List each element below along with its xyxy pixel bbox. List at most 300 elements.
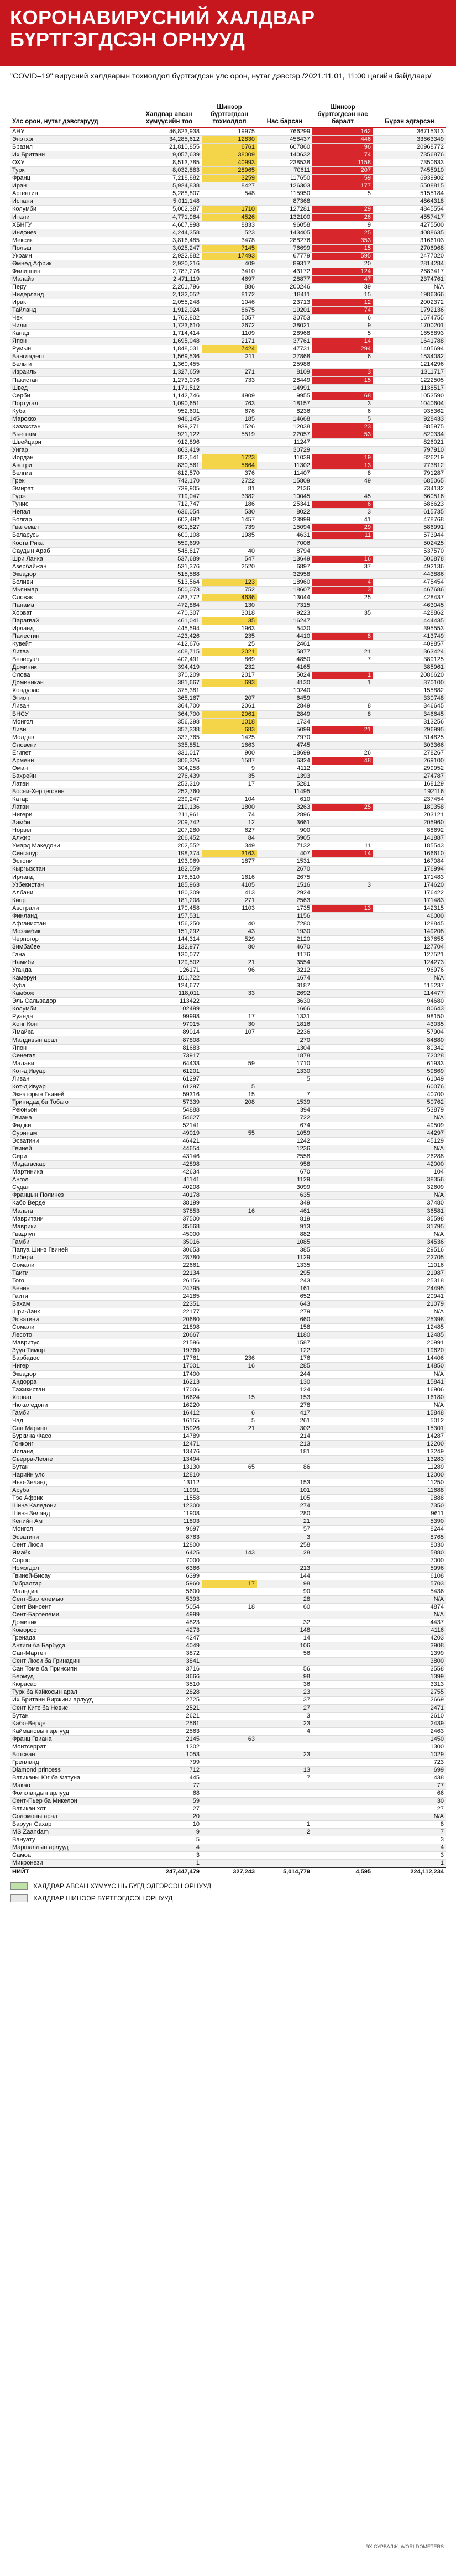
table-row — [10, 1727, 446, 1735]
table-row — [10, 338, 446, 345]
cell-recovered: 686623 — [373, 501, 446, 509]
cell-country: Япон — [10, 338, 137, 345]
cell-new-cases: 74 — [202, 811, 257, 819]
cell-cases: 21898 — [137, 1324, 202, 1332]
cell-new-cases — [202, 1541, 257, 1549]
cell-deaths — [257, 1658, 312, 1666]
cell-country: Иордан — [10, 454, 137, 462]
table-row — [10, 648, 446, 656]
cell-new-cases — [202, 1829, 257, 1836]
cell-new-deaths: 96 — [312, 144, 373, 151]
cell-recovered: 37480 — [373, 1200, 446, 1207]
cell-country: Ватикан хот — [10, 1805, 137, 1813]
cell-deaths: 1331 — [257, 1013, 312, 1021]
cell-new-deaths — [312, 1479, 373, 1487]
cell-new-cases — [202, 1347, 257, 1355]
cell-new-deaths — [312, 897, 373, 904]
cell-recovered: 14406 — [373, 1355, 446, 1363]
cell-new-deaths: 124 — [312, 268, 373, 275]
cell-new-deaths — [312, 1766, 373, 1774]
column-header-cases: Халдвар авсан хүмүүсийн тоо — [137, 90, 202, 128]
cell-new-deaths — [312, 1712, 373, 1720]
table-row — [10, 664, 446, 672]
cell-country: Израиль — [10, 369, 137, 376]
table-row — [10, 1689, 446, 1697]
cell-deaths: 89317 — [257, 260, 312, 268]
table-row — [10, 586, 446, 594]
cell-deaths: 2 — [257, 1829, 312, 1836]
cell-cases: 6366 — [137, 1564, 202, 1572]
cell-new-cases — [202, 1697, 257, 1704]
cell-new-deaths — [312, 889, 373, 897]
table-row — [10, 1472, 446, 1479]
cell-country: Каймановын арлууд — [10, 1727, 137, 1735]
cell-cases: 185,963 — [137, 881, 202, 889]
table-row — [10, 159, 446, 167]
cell-recovered: 3313 — [373, 1681, 446, 1689]
cell-new-cases: 19975 — [202, 128, 257, 136]
cell-country: Малави — [10, 1060, 137, 1067]
cell-deaths: 900 — [257, 827, 312, 835]
cell-cases: 531,376 — [137, 563, 202, 570]
cell-new-cases — [202, 1052, 257, 1060]
cell-new-deaths: 3 — [312, 369, 373, 376]
cell-country: Чад — [10, 1417, 137, 1425]
cell-recovered: 313256 — [373, 718, 446, 726]
page-title-line2: БҮРТГЭГДСЭН ОРНУУД — [10, 28, 245, 51]
cell-deaths: 722 — [257, 1114, 312, 1122]
cell-deaths: 19201 — [257, 307, 312, 315]
table-row — [10, 726, 446, 734]
cell-new-cases — [202, 1502, 257, 1510]
cell-recovered: 3 — [373, 1852, 446, 1860]
table-row — [10, 757, 446, 765]
cell-recovered: 35598 — [373, 1215, 446, 1223]
cell-new-cases: 30 — [202, 1021, 257, 1029]
cell-new-deaths — [312, 1727, 373, 1735]
cell-cases: 37500 — [137, 1215, 202, 1223]
table-row — [10, 438, 446, 446]
cell-deaths: 6459 — [257, 695, 312, 703]
cell-cases: 40178 — [137, 1192, 202, 1200]
table-row — [10, 1417, 446, 1425]
cell-country: Ирак — [10, 299, 137, 307]
cell-deaths: 30753 — [257, 315, 312, 322]
cell-cases: 21596 — [137, 1339, 202, 1347]
cell-country: Австри — [10, 462, 137, 470]
cell-deaths — [257, 1611, 312, 1619]
cell-cases: 5960 — [137, 1580, 202, 1588]
cell-country: Бутан — [10, 1712, 137, 1720]
table-row — [10, 1006, 446, 1013]
table-row — [10, 1557, 446, 1564]
cell-deaths: 122 — [257, 1347, 312, 1355]
cell-new-cases: 15 — [202, 1394, 257, 1401]
cell-recovered: 46000 — [373, 912, 446, 920]
cell-new-cases: 38009 — [202, 151, 257, 159]
cell-new-cases — [202, 384, 257, 392]
cell-country: Мартиника — [10, 1169, 137, 1176]
cell-new-cases: 65 — [202, 1464, 257, 1472]
cell-cases: 3,025,247 — [137, 244, 202, 252]
cell-recovered: 3 — [373, 1836, 446, 1844]
cell-country: Сингапур — [10, 850, 137, 858]
cell-new-deaths — [312, 1161, 373, 1169]
cell-new-deaths: 294 — [312, 345, 373, 353]
table-row — [10, 609, 446, 617]
cell-recovered: 791287 — [373, 470, 446, 478]
cell-deaths: 87368 — [257, 198, 312, 206]
cell-recovered: 32609 — [373, 1184, 446, 1192]
cell-deaths: 117650 — [257, 175, 312, 182]
cell-country: Алжир — [10, 835, 137, 842]
cell-cases: 445,594 — [137, 625, 202, 633]
table-row — [10, 353, 446, 361]
cell-country: Замби — [10, 819, 137, 827]
table-row — [10, 1200, 446, 1207]
cell-new-deaths — [312, 1432, 373, 1440]
cell-recovered: N/A — [373, 1401, 446, 1409]
table-row — [10, 1642, 446, 1650]
table-row — [10, 547, 446, 555]
cell-cases: 156,250 — [137, 920, 202, 928]
table-row — [10, 881, 446, 889]
cell-new-deaths — [312, 819, 373, 827]
cell-recovered: 174620 — [373, 881, 446, 889]
cell-recovered: 502425 — [373, 540, 446, 547]
table-row — [10, 804, 446, 811]
cell-deaths: 660 — [257, 1316, 312, 1324]
cell-deaths: 38021 — [257, 322, 312, 330]
table-row — [10, 1564, 446, 1572]
cell-deaths: 2558 — [257, 1153, 312, 1161]
cell-country: Хорват — [10, 609, 137, 617]
cell-new-deaths — [312, 687, 373, 695]
cell-deaths: 4850 — [257, 656, 312, 664]
table-row — [10, 912, 446, 920]
cell-country: Турк ба Кайкосын арал — [10, 1689, 137, 1697]
cell-new-deaths: 1158 — [312, 159, 373, 167]
cell-new-cases: 35 — [202, 617, 257, 625]
cell-cases: 239,247 — [137, 796, 202, 804]
cell-new-deaths — [312, 1370, 373, 1378]
cell-new-deaths — [312, 601, 373, 609]
cell-deaths: 214 — [257, 1432, 312, 1440]
cell-deaths: 2849 — [257, 710, 312, 718]
cell-cases: 356,398 — [137, 718, 202, 726]
cell-cases: 7000 — [137, 1557, 202, 1564]
cell-cases: 17400 — [137, 1370, 202, 1378]
cell-deaths: 1156 — [257, 912, 312, 920]
cell-deaths: 407 — [257, 850, 312, 858]
table-row — [10, 175, 446, 182]
cell-country: Унгар — [10, 446, 137, 454]
cell-new-deaths — [312, 1720, 373, 1727]
cell-cases: 24185 — [137, 1293, 202, 1301]
table-row — [10, 144, 446, 151]
cell-country: Катар — [10, 796, 137, 804]
cell-new-cases: 80 — [202, 943, 257, 951]
cell-deaths: 913 — [257, 1223, 312, 1231]
cell-country: Ливан — [10, 703, 137, 710]
table-row — [10, 1122, 446, 1130]
cell-recovered: 826021 — [373, 438, 446, 446]
table-row — [10, 1192, 446, 1200]
cell-new-cases: 1877 — [202, 858, 257, 866]
cell-new-deaths — [312, 1153, 373, 1161]
cell-recovered: 127704 — [373, 943, 446, 951]
cell-country: Макао — [10, 1782, 137, 1789]
cell-country: Непал — [10, 509, 137, 516]
table-row — [10, 1083, 446, 1091]
cell-new-cases — [202, 1495, 257, 1502]
cell-cases: 946,145 — [137, 415, 202, 423]
cell-deaths: 288276 — [257, 237, 312, 244]
cell-country: Япон — [10, 1044, 137, 1052]
cell-cases: 1,273,076 — [137, 376, 202, 384]
cell-cases: 157,531 — [137, 912, 202, 920]
cell-new-cases: 17493 — [202, 252, 257, 260]
cell-cases: 4,244,358 — [137, 229, 202, 237]
cell-deaths: 7280 — [257, 920, 312, 928]
cell-country: Шинэ Зеланд — [10, 1510, 137, 1518]
table-row — [10, 1852, 446, 1860]
cell-cases: 1,327,659 — [137, 369, 202, 376]
table-row — [10, 967, 446, 975]
cell-recovered: 395553 — [373, 625, 446, 633]
table-row — [10, 835, 446, 842]
cell-new-deaths: 4 — [312, 578, 373, 586]
cell-country: Малдивын арал — [10, 1036, 137, 1044]
cell-country: Тажикистан — [10, 1386, 137, 1394]
cell-new-cases: 3259 — [202, 175, 257, 182]
cell-cases: 9 — [137, 1829, 202, 1836]
cell-deaths: 417 — [257, 1409, 312, 1417]
cell-deaths: 148 — [257, 1627, 312, 1635]
cell-new-deaths — [312, 1145, 373, 1153]
table-row — [10, 672, 446, 679]
cell-new-cases: 627 — [202, 827, 257, 835]
cell-new-cases: 2722 — [202, 478, 257, 485]
cell-country: Хонг Конг — [10, 1021, 137, 1029]
page-subtitle: "COVID–19" вирусний халдварын тохиолдол бүртгэгдсэн улс орон, нутаг дэвсгэр /2021.11.01, 11:00 цагийн байдлаар/ — [10, 71, 432, 80]
cell-country: Узбекистан — [10, 881, 137, 889]
cell-new-deaths: 25 — [312, 594, 373, 601]
cell-cases: 46,823,938 — [137, 128, 202, 136]
cell-cases: 548,817 — [137, 547, 202, 555]
cell-recovered: 16906 — [373, 1386, 446, 1394]
cell-recovered: 660516 — [373, 493, 446, 501]
cell-recovered: 463045 — [373, 601, 446, 609]
cell-country: Камбож — [10, 990, 137, 998]
cell-new-cases — [202, 1238, 257, 1246]
cell-new-cases: 25 — [202, 641, 257, 648]
cell-recovered: 19620 — [373, 1347, 446, 1355]
cell-new-deaths — [312, 772, 373, 780]
table-row — [10, 1860, 446, 1868]
cell-new-cases — [202, 1766, 257, 1774]
cell-deaths: 958 — [257, 1161, 312, 1169]
cell-country: Кыргызстан — [10, 866, 137, 873]
cell-country: Реюньон — [10, 1106, 137, 1114]
cell-cases: 24795 — [137, 1285, 202, 1292]
cell-country: Францын Полинез — [10, 1192, 137, 1200]
cell-recovered: 5436 — [373, 1588, 446, 1595]
cell-country: Мексик — [10, 237, 137, 244]
cell-country: Зүүн Тимор — [10, 1347, 137, 1355]
cell-country: Черногор — [10, 935, 137, 943]
cell-cases: 5,288,807 — [137, 190, 202, 198]
cell-new-deaths: 353 — [312, 237, 373, 244]
table-row — [10, 943, 446, 951]
cell-cases: 357,338 — [137, 726, 202, 734]
cell-deaths: 1335 — [257, 1261, 312, 1269]
cell-deaths: 349 — [257, 1200, 312, 1207]
cell-country: Кот-д'Ивуар — [10, 1083, 137, 1091]
cell-country: Мавритус — [10, 1339, 137, 1347]
cell-new-deaths: 9 — [312, 322, 373, 330]
cell-new-deaths: 162 — [312, 128, 373, 136]
cell-country: Куба — [10, 982, 137, 990]
cell-country: Өмнөд Африк — [10, 260, 137, 268]
cell-country: Эль Сальвадор — [10, 998, 137, 1006]
cell-deaths: 2670 — [257, 866, 312, 873]
cell-new-deaths — [312, 1611, 373, 1619]
cell-cases: 939,271 — [137, 423, 202, 431]
cell-cases: 9,057,639 — [137, 151, 202, 159]
cell-new-deaths — [312, 765, 373, 772]
cell-new-deaths: 29 — [312, 206, 373, 213]
cell-cases: 22177 — [137, 1308, 202, 1316]
cell-country: Сан-Мартен — [10, 1650, 137, 1658]
cell-country: Соломоны арал — [10, 1813, 137, 1821]
column-header-new-deaths: Шинээр бүртгэгдсэн нас баралт — [312, 90, 373, 128]
cell-country: Сан Марино — [10, 1425, 137, 1432]
cell-deaths: 140632 — [257, 151, 312, 159]
cell-new-deaths: 11 — [312, 842, 373, 850]
cell-recovered: 467686 — [373, 586, 446, 594]
cell-new-deaths — [312, 485, 373, 493]
cell-deaths: 13 — [257, 1766, 312, 1774]
cell-new-cases: 59 — [202, 1060, 257, 1067]
cell-new-deaths — [312, 1355, 373, 1363]
cell-new-cases: 548 — [202, 190, 257, 198]
cell-deaths: 1674 — [257, 975, 312, 982]
table-row — [10, 167, 446, 175]
cell-country: Кувейт — [10, 641, 137, 648]
cell-recovered: 49509 — [373, 1122, 446, 1130]
cell-recovered: 1986366 — [373, 291, 446, 299]
cell-country: Украин — [10, 252, 137, 260]
cell-recovered: 4 — [373, 1844, 446, 1852]
cell-new-deaths: 35 — [312, 609, 373, 617]
cell-new-deaths — [312, 1013, 373, 1021]
cell-country: Египет — [10, 749, 137, 757]
table-row — [10, 1261, 446, 1269]
cell-recovered: 11016 — [373, 1261, 446, 1269]
cell-country: Бельги — [10, 361, 137, 369]
table-row — [10, 1541, 446, 1549]
cell-country: Эсватини — [10, 1138, 137, 1145]
cell-recovered: N/A — [373, 1114, 446, 1122]
cell-deaths: 14668 — [257, 415, 312, 423]
total-label: НИЙТ — [10, 1868, 137, 1876]
cell-country: Ямайка — [10, 1029, 137, 1036]
cell-deaths: 56 — [257, 1666, 312, 1673]
cell-new-cases: 1663 — [202, 741, 257, 749]
cell-new-cases — [202, 1161, 257, 1169]
cell-cases: 17001 — [137, 1363, 202, 1370]
cell-cases: 20680 — [137, 1316, 202, 1324]
cell-recovered: 1658893 — [373, 330, 446, 338]
cell-new-cases: 63 — [202, 1735, 257, 1743]
cell-deaths: 2236 — [257, 1029, 312, 1036]
table-row — [10, 772, 446, 780]
cell-new-cases — [202, 1277, 257, 1285]
cell-country: Аргентин — [10, 190, 137, 198]
total-cases: 247,447,479 — [137, 1868, 202, 1876]
cell-country: Нидерланд — [10, 291, 137, 299]
cell-new-deaths — [312, 1021, 373, 1029]
table-row — [10, 873, 446, 881]
cell-new-deaths — [312, 827, 373, 835]
cell-new-deaths — [312, 1681, 373, 1689]
cell-new-cases — [202, 1712, 257, 1720]
cell-country: Турк — [10, 167, 137, 175]
cell-cases: 20 — [137, 1813, 202, 1821]
cell-new-deaths — [312, 928, 373, 935]
cell-recovered: 7455910 — [373, 167, 446, 175]
cell-cases: 1,142,746 — [137, 392, 202, 400]
cell-cases: 799 — [137, 1758, 202, 1766]
cell-new-deaths: 53 — [312, 431, 373, 438]
cell-country: Кот-д'Ивуар — [10, 1067, 137, 1075]
cell-cases: 3510 — [137, 1681, 202, 1689]
cell-deaths: 766299 — [257, 128, 312, 136]
table-body — [10, 128, 446, 1868]
cell-new-deaths — [312, 866, 373, 873]
table-row — [10, 1401, 446, 1409]
cell-cases: 2,471,119 — [137, 275, 202, 283]
cell-deaths: 3661 — [257, 819, 312, 827]
cell-new-deaths — [312, 835, 373, 842]
cell-recovered: 5390 — [373, 1518, 446, 1526]
cell-new-cases — [202, 951, 257, 959]
cell-new-cases — [202, 1782, 257, 1789]
cell-recovered: 29516 — [373, 1246, 446, 1254]
cell-new-cases: 104 — [202, 796, 257, 804]
cell-new-cases: 28965 — [202, 167, 257, 175]
cell-country: Венесуэл — [10, 656, 137, 664]
cell-deaths: 25986 — [257, 361, 312, 369]
cell-new-deaths: 13 — [312, 462, 373, 470]
cell-recovered: 12485 — [373, 1332, 446, 1339]
cell-new-deaths — [312, 1425, 373, 1432]
cell-new-cases — [202, 1231, 257, 1238]
column-header-deaths: Нас барсан — [257, 90, 312, 128]
cell-cases: 2,920,216 — [137, 260, 202, 268]
cell-country: Нью-Зеланд — [10, 1479, 137, 1487]
cell-new-cases: 123 — [202, 578, 257, 586]
cell-recovered: 15301 — [373, 1425, 446, 1432]
cell-recovered: 1029 — [373, 1751, 446, 1758]
table-row — [10, 656, 446, 664]
cell-deaths: 105 — [257, 1495, 312, 1502]
cell-deaths: 244 — [257, 1370, 312, 1378]
cell-new-cases: 7145 — [202, 244, 257, 252]
cell-new-cases: 3018 — [202, 609, 257, 617]
legend-item-grey — [10, 1894, 446, 1903]
